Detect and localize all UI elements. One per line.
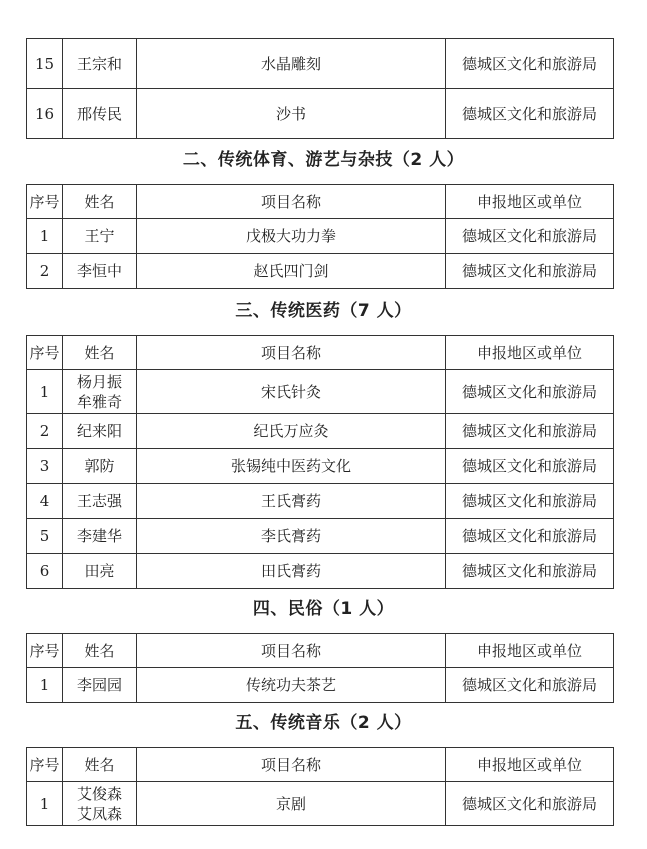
table-header-row [27, 634, 614, 668]
header-name: 姓名 [63, 185, 137, 219]
cell-unit: 德城区文化和旅游局 [446, 554, 614, 589]
cell-unit: 德城区文化和旅游局 [446, 39, 614, 89]
cell-unit: 德城区文化和旅游局 [446, 782, 614, 826]
cell-project: 宋氏针灸 [137, 370, 446, 414]
cell-name: 王宁 [63, 219, 137, 254]
table-header-row [27, 185, 614, 219]
cell-name: 邢传民 [63, 89, 137, 139]
table-row [27, 449, 614, 484]
table-row [27, 89, 614, 139]
header-project: 项目名称 [137, 336, 446, 370]
cell-name: 李建华 [63, 519, 137, 554]
table-row [27, 484, 614, 519]
table-row [27, 219, 614, 254]
name-line: 艾凤森 [76, 804, 122, 823]
name-line: 艾俊森 [76, 784, 122, 803]
section-heading-folk-custom: 四、民俗（1 人） [252, 599, 395, 619]
cell-unit: 德城区文化和旅游局 [446, 89, 614, 139]
cell-name: 郭防 [63, 449, 137, 484]
section-heading-medicine: 三、传统医药（7 人） [235, 301, 412, 321]
header-unit: 申报地区或单位 [446, 185, 614, 219]
cell-unit: 德城区文化和旅游局 [446, 370, 614, 414]
cell-project: 王氏膏药 [137, 484, 446, 519]
header-project: 项目名称 [137, 748, 446, 782]
cell-unit: 德城区文化和旅游局 [446, 668, 614, 703]
header-unit: 申报地区或单位 [446, 336, 614, 370]
cell-seq: 1 [27, 370, 63, 414]
header-project: 项目名称 [137, 185, 446, 219]
cell-project: 沙书 [137, 89, 446, 139]
cell-project: 纪氏万应灸 [137, 414, 446, 449]
cell-name: 王宗和 [63, 39, 137, 89]
header-unit: 申报地区或单位 [446, 634, 614, 668]
cell-seq: 1 [27, 219, 63, 254]
cell-seq: 1 [27, 782, 63, 826]
cell-project: 水晶雕刻 [137, 39, 446, 89]
cell-project: 张锡纯中医药文化 [137, 449, 446, 484]
header-name: 姓名 [63, 336, 137, 370]
cell-seq: 3 [27, 449, 63, 484]
cell-name: 王志强 [63, 484, 137, 519]
cell-seq: 4 [27, 484, 63, 519]
cell-unit: 德城区文化和旅游局 [446, 219, 614, 254]
table-header-row [27, 336, 614, 370]
name-line: 杨月振 [76, 372, 122, 391]
cell-seq: 2 [27, 414, 63, 449]
table-section-continued [26, 38, 614, 139]
header-project: 项目名称 [137, 634, 446, 668]
header-seq: 序号 [27, 336, 63, 370]
table-row [27, 370, 614, 414]
cell-unit: 德城区文化和旅游局 [446, 414, 614, 449]
table-row [27, 254, 614, 289]
header-seq: 序号 [27, 748, 63, 782]
header-name: 姓名 [63, 748, 137, 782]
header-seq: 序号 [27, 185, 63, 219]
cell-unit: 德城区文化和旅游局 [446, 484, 614, 519]
name-line: 牟雅奇 [76, 392, 122, 411]
cell-unit: 德城区文化和旅游局 [446, 449, 614, 484]
cell-project: 赵氏四门剑 [137, 254, 446, 289]
cell-unit: 德城区文化和旅游局 [446, 254, 614, 289]
cell-project: 京剧 [137, 782, 446, 826]
table-header-row [27, 748, 614, 782]
cell-unit: 德城区文化和旅游局 [446, 519, 614, 554]
table-row [27, 668, 614, 703]
cell-name [63, 370, 137, 414]
header-name: 姓名 [63, 634, 137, 668]
cell-seq: 6 [27, 554, 63, 589]
header-seq: 序号 [27, 634, 63, 668]
cell-name: 李恒中 [63, 254, 137, 289]
cell-name: 纪来阳 [63, 414, 137, 449]
table-medicine [26, 335, 614, 589]
cell-name [63, 782, 137, 826]
cell-project: 李氏膏药 [137, 519, 446, 554]
table-row [27, 782, 614, 826]
table-folk-custom [26, 633, 614, 703]
table-row [27, 414, 614, 449]
table-row [27, 519, 614, 554]
cell-seq: 2 [27, 254, 63, 289]
cell-seq: 15 [27, 39, 63, 89]
section-heading-music: 五、传统音乐（2 人） [235, 713, 412, 733]
cell-name: 田亮 [63, 554, 137, 589]
table-sports [26, 184, 614, 289]
cell-project: 田氏膏药 [137, 554, 446, 589]
table-row [27, 39, 614, 89]
cell-name: 李园园 [63, 668, 137, 703]
cell-project: 传统功夫茶艺 [137, 668, 446, 703]
cell-seq: 16 [27, 89, 63, 139]
header-unit: 申报地区或单位 [446, 748, 614, 782]
cell-project: 戊极大功力拳 [137, 219, 446, 254]
section-heading-sports: 二、传统体育、游艺与杂技（2 人） [182, 150, 465, 170]
table-music [26, 747, 614, 826]
table-row [27, 554, 614, 589]
cell-seq: 5 [27, 519, 63, 554]
cell-seq: 1 [27, 668, 63, 703]
